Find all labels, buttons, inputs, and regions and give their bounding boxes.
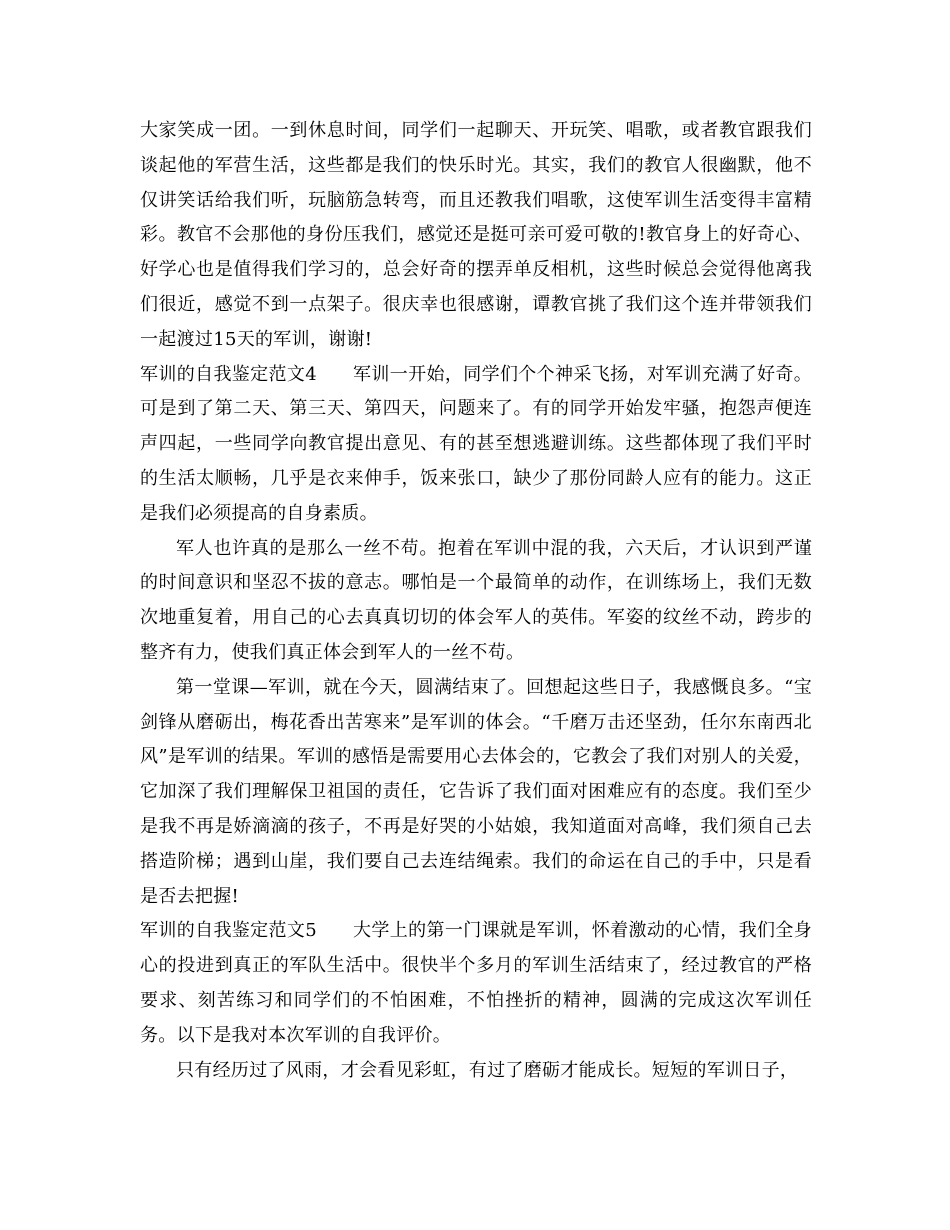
section-4-paragraph-2: 军人也许真的是那么一丝不苟。抱着在军训中混的我，六天后，才认识到严谨的时间意识和坚忍不拔的意志。哪怕是一个最简单的动作，在训练场上，我们无数次地重复着，用自己的心去真真切切的体会军人的英伟。军姿的纹丝不动，跨步的整齐有力，使我们真正体会到军人的一丝不苟。: [140, 537, 812, 663]
section-5-paragraph-1: 大学上的第一门课就是军训，怀着激动的心情，我们全身心的投进到真正的军队生活中。很快半个多月的军训生活结束了，经过教官的严格要求、刻苦练习和同学们的不怕困难，不怕挫折的精神，圆满的完成这次军训任务。以下是我对本次军训的自我评价。: [140, 920, 813, 1046]
section-4-heading: 军训的自我鉴定范文4: [140, 363, 317, 385]
paragraph-intro: 大家笑成一团。一到休息时间，同学们一起聊天、开玩笑、唱歌，或者教官跟我们谈起他的军营生活，这些都是我们的快乐时光。其实，我们的教官人很幽默，他不仅讲笑话给我们听，玩脑筋急转弯，而且还教我们唱歌，这使军训生活变得丰富精彩。教官不会那他的身份压我们，感觉还是挺可亲可爱可敬的!教官身上的好奇心、好学心也是值得我们学习的，总会好奇的摆弄单反相机，这些时候总会觉得他离我们很近，感觉不到一点架子。很庆幸也很感谢，谭教官挑了我们这个连并带领我们一起渡过15天的军训，谢谢!: [140, 120, 812, 350]
section-5-heading: 军训的自我鉴定范文5: [140, 920, 317, 942]
section-4-paragraph-3: 第一堂课—军训，就在今天，圆满结束了。回想起这些日子，我感慨良多。“宝剑锋从磨砺出，梅花香出苦寒来”是军训的体会。“千磨万击还坚劲，任尔东南西北风”是军训的结果。军训的感悟是需要用心去体会的，它教会了我们对别人的关爱，它加深了我们理解保卫祖国的责任，它告诉了我们面对困难应有的态度。我们至少是我不再是娇滴滴的孩子，不再是好哭的小姑娘，我知道面对高峰，我们须自己去搭造阶梯；遇到山崖，我们要自己去连结绳索。我们的命运在自己的手中，只是看是否去把握!: [140, 676, 812, 907]
section-4-paragraph-1: 军训一开始，同学们个个神采飞扬，对军训充满了好奇。可是到了第二天、第三天、第四天，问题来了。有的同学开始发牢骚，抱怨声便连声四起，一些同学向教官提出意见、有的甚至想逃避训练。这些都体现了我们平时的生活太顺畅，几乎是衣来伸手，饭来张口，缺少了那份同龄人应有的能力。这正是我们必须提高的自身素质。: [140, 363, 813, 524]
section-5: [140, 914, 812, 1053]
document-body: [140, 114, 812, 1088]
section-5-paragraph-2: 只有经历过了风雨，才会看见彩虹，有过了磨砺才能成长。短短的军训日子，: [176, 1059, 799, 1081]
section-4: [140, 358, 812, 532]
